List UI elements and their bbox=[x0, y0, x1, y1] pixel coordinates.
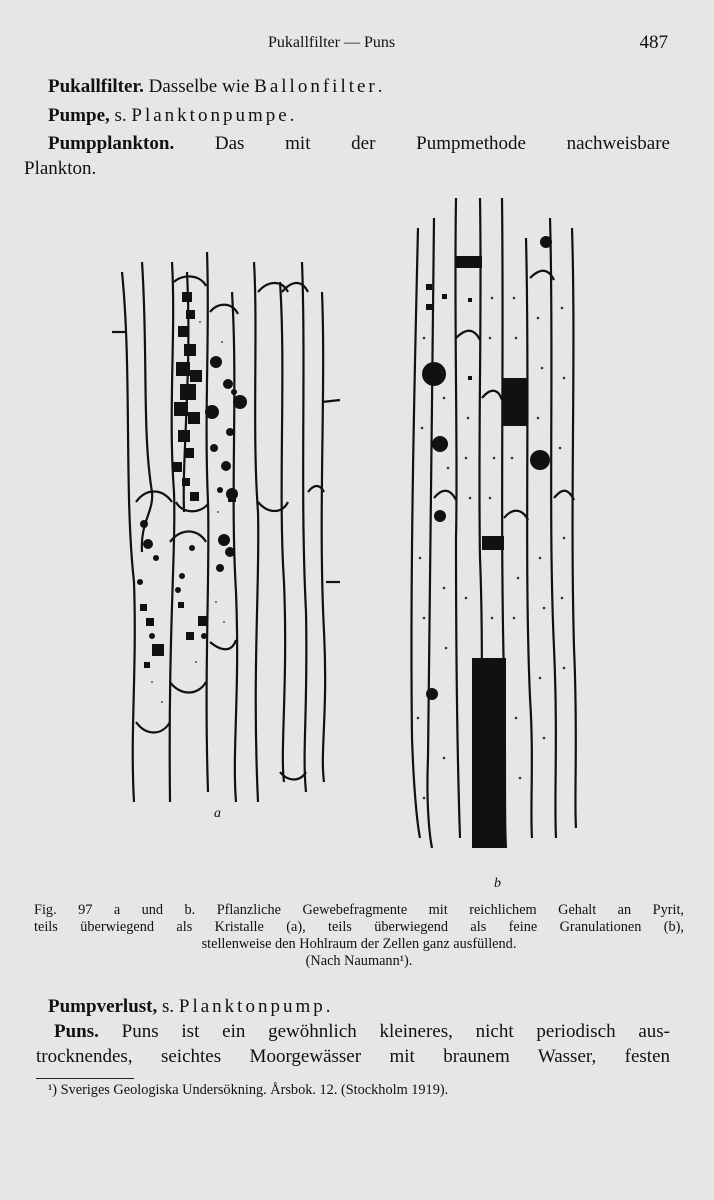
page-number: 487 bbox=[639, 32, 668, 53]
cross-reference: Planktonpumpe bbox=[131, 105, 290, 126]
entry-pumpe bbox=[48, 103, 670, 128]
entry-punct: . bbox=[289, 105, 295, 126]
entry-text-continued: Plankton. bbox=[24, 158, 97, 179]
entry-pukallfilter bbox=[48, 74, 670, 99]
entry-term: Pukallfilter. bbox=[48, 76, 144, 97]
entry-text-continued: trocknendes, seichtes Moorgewässer mit braunem Wasser, festen bbox=[36, 1046, 670, 1067]
entry-text: Puns ist ein gewöhnlich kleineres, nicht periodisch aus- bbox=[98, 1021, 670, 1042]
entry-text: Dasselbe wie bbox=[143, 76, 255, 97]
figure-b-label: b bbox=[494, 876, 501, 891]
footnote: ¹) Sveriges Geologiska Undersökning. Årsbok. 12. (Stockholm 1919). bbox=[48, 1082, 449, 1098]
footnote-divider bbox=[36, 1078, 134, 1079]
cross-reference: Planktonpump bbox=[178, 996, 326, 1017]
entry-term: Pumpverlust, bbox=[48, 996, 158, 1017]
caption-line: stellenweise den Hohlraum der Zellen ganz ausfüllend. bbox=[201, 936, 517, 952]
entry-text: s. bbox=[157, 996, 179, 1017]
caption-source: (Nach Naumann¹). bbox=[305, 953, 413, 969]
entry-text: Das mit der Pumpmethode nachweisbare bbox=[174, 133, 670, 154]
figure-b-drawing bbox=[404, 198, 590, 858]
entry-term: Pumpplankton. bbox=[48, 133, 175, 154]
entry-pumpplankton bbox=[24, 131, 670, 181]
entry-punct: . bbox=[325, 996, 331, 1017]
entry-term: Pumpe, bbox=[48, 105, 110, 126]
entry-term: Puns. bbox=[54, 1021, 99, 1042]
entry-punct: . bbox=[377, 76, 383, 97]
figure-a-drawing bbox=[112, 252, 342, 812]
running-header: Pukallfilter — Puns bbox=[268, 34, 396, 51]
figure-caption bbox=[34, 902, 684, 970]
cross-reference: Ballonfilter bbox=[254, 76, 378, 97]
entry-pumpverlust bbox=[48, 994, 670, 1019]
figure-a-label: a bbox=[214, 806, 221, 821]
entry-puns bbox=[36, 1019, 670, 1069]
caption-line: Fig. 97 a und b. Pflanzliche Gewebefragmente mit reichlichem Gehalt an Pyrit, bbox=[34, 902, 684, 918]
caption-line: teils überwiegend als Kristalle (a), teils überwiegend als feine Granulationen (b), bbox=[34, 919, 684, 935]
entry-text: s. bbox=[109, 105, 132, 126]
